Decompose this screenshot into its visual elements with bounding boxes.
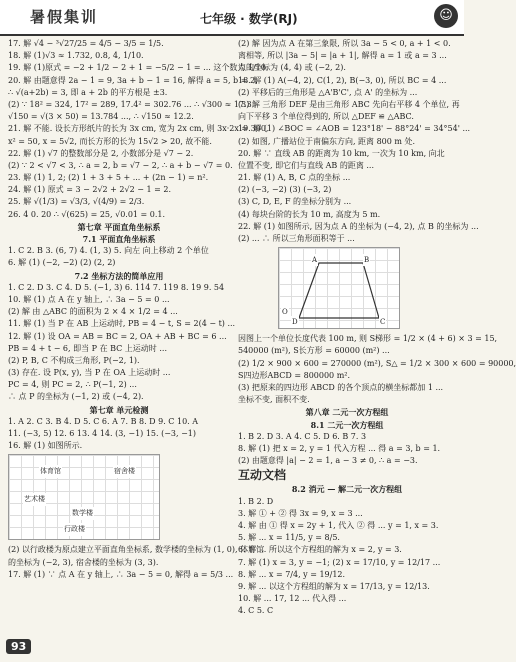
answer-line: 坐标不变, 面积不变.: [238, 395, 310, 405]
figure-label: D: [291, 316, 299, 328]
answer-line: (2) P, B, C 不构成三角形, P(−2, 1).: [8, 355, 140, 365]
answer-line: 21. 解 不能. 设长方形纸片的长为 3x cm, 宽为 2x cm, 则 3x·2x = 300,: [8, 124, 269, 134]
answer-line: (2) 1/2 × 900 × 600 = 270000 (m²), S△ = 1/2 × 300 × 600 = 90000,: [238, 358, 516, 368]
answer-line: (2) ... ∴ 所以三角形面积等于 ...: [238, 234, 355, 243]
answer-line: 的坐标为 (−2, 3), 宿舍楼的坐标为 (3, 3).: [8, 557, 159, 567]
trapezoid-grid-figure: [278, 247, 400, 329]
answer-line: 8.2 消元 — 解二元一次方程组: [291, 484, 403, 495]
page-number: 93: [6, 639, 31, 654]
figure-label: C: [379, 316, 386, 328]
answer-line: 19. 解 (1)原式 = −2 + 1/2 − 2 + 1 = −5/2 − 1 = ... 这个数为 1/10.: [8, 63, 269, 73]
answer-line: 3. 解 ① + ② 得 3x = 9, x = 3 ...: [238, 508, 363, 518]
answer-line: (2) 平移后的三角形是 △A'B'C', 点 A' 的坐标为 ...: [238, 87, 418, 97]
answer-line: (2) 以行政楼为原点建立平面直角坐标系, 数学楼的坐标为 (1, 0), 体育馆: [8, 545, 265, 555]
campus-map-figure: [8, 454, 160, 540]
answer-line: 1. A 2. C 3. B 4. D 5. C 6. A 7. B 8. D 9. C 10. A: [8, 416, 199, 426]
answer-line: 1. C 2. D 3. C 4. D 5. (−1, 3) 6. 114 7. 119 8. 19 9. 54: [8, 282, 225, 292]
answer-line: (3) C, D, E, F 的坐标分别为 ...: [238, 197, 352, 207]
answer-line: 第七章 平面直角坐标系: [77, 221, 161, 232]
answer-line: 1. B 2. D 3. A 4. C 5. D 6. B 7. 3: [238, 431, 367, 441]
answer-line: S四边形ABCD = 800000 m².: [238, 370, 351, 380]
right-tail-lines: [238, 333, 516, 617]
answer-line: 16. 解 (1) 如图所示.: [8, 441, 83, 451]
figure-label: 数学楼: [71, 507, 94, 519]
answer-line: 点的坐标为 (4, 4) 或 (−2, 2).: [238, 63, 346, 73]
answer-line: 26. 4 0. 20 ∴ √(625) = 25, √0.01 = 0.1.: [8, 209, 166, 219]
answer-line: (2) 解 因为点 A 在第三象限, 所以 3a − 5 < 0, a + 1 < 0.: [238, 39, 451, 48]
answer-line: (3) 解 三角形 DEF 是由三角形 ABC 先向右平移 4 个单位, 再: [238, 99, 460, 109]
answer-line: 7.2 坐标方法的简单应用: [74, 270, 164, 281]
answer-line: x² = 50, x = 5√2, 而长方形的长为 15√2 > 20, 故不能.: [8, 136, 212, 146]
series-logo: 暑假集训: [30, 8, 99, 26]
answer-line: 4. C 5. C: [238, 606, 274, 616]
answer-line: 第七章 单元检测: [89, 404, 149, 415]
answer-line: 10. 解 ... 17, 12 ... 代入得 ...: [238, 594, 347, 604]
mascot-icon: ☺: [434, 4, 458, 28]
answer-line: ∴ 点 P 的坐标为 (−1, 2) 或 (−4, 2).: [8, 392, 144, 402]
answer-line: 22. 解 (1) √7 的整数部分是 2, 小数部分是 √7 − 2.: [8, 148, 194, 158]
answer-line: 23. 解 (1) 1, 2; (2) 1 + 3 + 5 + ... + (2n − 1) = n².: [8, 173, 209, 183]
answer-line: PC = 4, 则 PC = 2, ∴ P(−1, 2) ...: [8, 380, 137, 390]
answer-line: 9. 解 ... 以这个方程组的解为 x = 17/13, y = 12/13.: [238, 581, 430, 591]
answer-line: 因图上一个单位长度代表 100 m, 则 S梯形 = 1/2 × (4 + 6) × 3 = 15,: [238, 334, 498, 344]
answer-line: (2) 解 由 △ABC 的面积为 2 × 4 × 1/2 = 4 ...: [8, 307, 178, 317]
answer-line: 8. 解 (1) 把 x = 2, y = 1 代入方程 ... 得 a = 3, b = 1.: [238, 443, 441, 453]
answer-line: 540000 (m²), S长方形 = 60000 (m²) ...: [238, 346, 390, 356]
answer-line: 25. 解 √(1/3) = √3/3, √(4/9) = 2/3.: [8, 197, 145, 207]
answer-line: 22. 解 (1) 如图所示, 因为点 A 的坐标为 (−4, 2), 点 B 的坐标为 ...: [238, 221, 479, 231]
answer-line: 互动文档: [238, 468, 287, 483]
grade-subject-title: 七年级 · 数学(RJ): [200, 12, 298, 26]
answer-line: 位置不变, 即它们与直线 AB 的距离 ...: [238, 160, 374, 170]
answer-line: 20. 解 由题意得 2a − 1 = 9, 3a + b − 1 = 16, 解得 a = 5, b = 2,: [8, 75, 258, 85]
answer-line: 12. 解 (1) 设 OA = AB = BC = 2, OA + AB + BC = 6 ...: [8, 331, 227, 341]
right-answer-lines: [238, 38, 479, 245]
figure-label: 行政楼: [63, 523, 86, 535]
figure-label: B: [363, 254, 370, 266]
left-tail-lines: [8, 544, 265, 581]
answer-line: 第八章 二元一次方程组: [305, 407, 389, 418]
answer-line: 21. 解 (1) A, B, C 点的坐标 ...: [238, 173, 351, 183]
answer-line: (3) 把原来的四边形 ABCD 的各个顶点的横坐标都加 1 ...: [238, 382, 444, 392]
answer-line: √150 = √(3 × 50) = 13.784 ..., ∴ √150 ≈ 12.2.: [8, 112, 194, 122]
right-column: [238, 38, 516, 618]
answer-line: 18. 解 (1)√3 ≈ 1.732, 0.8, 4, 1/10.: [8, 51, 144, 61]
answer-line: 1. C 2. B 3. (6, 7) 4. (1, 3) 5. 向左 向上移动 2 个单位: [8, 246, 209, 256]
answer-line: 7. 解 (1) x = 3, y = −1; (2) x = 17/10, y = 12/17 ...: [238, 557, 441, 567]
figure-label: A: [311, 254, 318, 266]
answer-line: 19. 解 (1) ∠BOC = ∠AOB = 123°18' − 88°24' = 34°54' ...: [238, 124, 471, 134]
figure-label: 宿舍楼: [113, 465, 136, 477]
page-header: [0, 0, 464, 36]
answer-line: 向下平移 3 个单位得到的, 所以 △DEF ≌ △ABC.: [238, 112, 414, 122]
answer-line: 5. 解 ... x = 11/5, y = 8/5.: [238, 533, 340, 543]
answer-line: (2) ∵ 2 < √7 < 3, ∴ a = 2, b = √7 − 2, ∴ a + b − √7 = 0.: [8, 160, 233, 170]
figure-label: 艺术楼: [23, 493, 46, 505]
answer-line: 11. 解 (1) 当 P 在 AB 上运动时, PB = 4 − t, S = 2(4 − t) ...: [8, 319, 236, 329]
answer-line: 11. (−3, 5) 12. 6 13. 4 14. (3, −1) 15. (−3, −1): [8, 429, 197, 438]
answer-line: (2) 由题意得 |a| − 2 = 1, a − 3 ≠ 0, ∴ a = −3.: [238, 456, 418, 466]
answer-line: 10. 解 (1) 点 A 在 y 轴上, ∴ 3a − 5 = 0 ...: [8, 294, 170, 304]
answer-line: (2) (−3, −2) (3) (−3, 2): [238, 185, 332, 195]
answer-line: ∴ √(a+2b) = 3, 即 a + 2b 的平方根是 ±3.: [8, 87, 168, 97]
answer-line: PB = 4 + t − 6, 即当 P 在 BC 上运动时 ...: [8, 343, 167, 353]
answer-line: 8. 解 ... x = 7/4, y = 19/12.: [238, 569, 346, 579]
answer-line: 6. 解 ... 所以这个方程组的解为 x = 2, y = 3.: [238, 545, 402, 555]
answer-line: 18. 解 (1) A(−4, 2), C(1, 2), B(−3, 0), 所以 BC = 4 ...: [238, 75, 447, 85]
left-answer-lines: [8, 38, 269, 452]
answer-line: 8.1 二元一次方程组: [310, 419, 384, 430]
figure-label: 体育馆: [39, 465, 62, 477]
answer-line: 24. 解 (1) 原式 = 3 − 2√2 + 2√2 − 1 = 2.: [8, 185, 171, 195]
answer-line: (4) 每块台阶的长为 10 m, 高度为 5 m.: [238, 209, 381, 219]
answer-line: 17. 解 (1) ∵ 点 A 在 y 轴上, ∴ 3a − 5 = 0, 解得 a = 5/3 ...: [8, 569, 234, 579]
answer-line: 20. 解 ∵ 直线 AB 的距离为 10 km, 一次为 10 km, 向北: [238, 148, 445, 158]
answer-line: 6. 解 (1) (−2, −2) (2) (2, 2): [8, 258, 116, 268]
figure-label: O: [281, 306, 289, 318]
answer-line: (2) ∵ 18² = 324, 17² = 289, 17.4² = 302.76 ... ∴ √300 ≈ 17.3.: [8, 99, 255, 109]
answer-line: 7.1 平面直角坐标系: [82, 234, 156, 244]
answer-line: (2) 如图, 广播站位于南偏东方向, 距离 800 m 处.: [238, 136, 416, 146]
answer-line: 17. 解 √4 − ³√27/25 = 4/5 − 3/5 = 1/5.: [8, 39, 164, 48]
answer-line: 4. 解 由 ① 得 x = 2y + 1, 代入 ② 得 ... y = 1, x = 3.: [238, 521, 439, 530]
answer-line: 离相等, 所以 |3a − 5| = |a + 1|, 解得 a = 1 或 a = 3 ...: [238, 51, 447, 61]
answer-line: 1. B 2. D: [238, 496, 274, 506]
answer-line: (3) 存在. 设 P(x, y), 当 P 在 OA 上运动时 ...: [8, 368, 171, 378]
